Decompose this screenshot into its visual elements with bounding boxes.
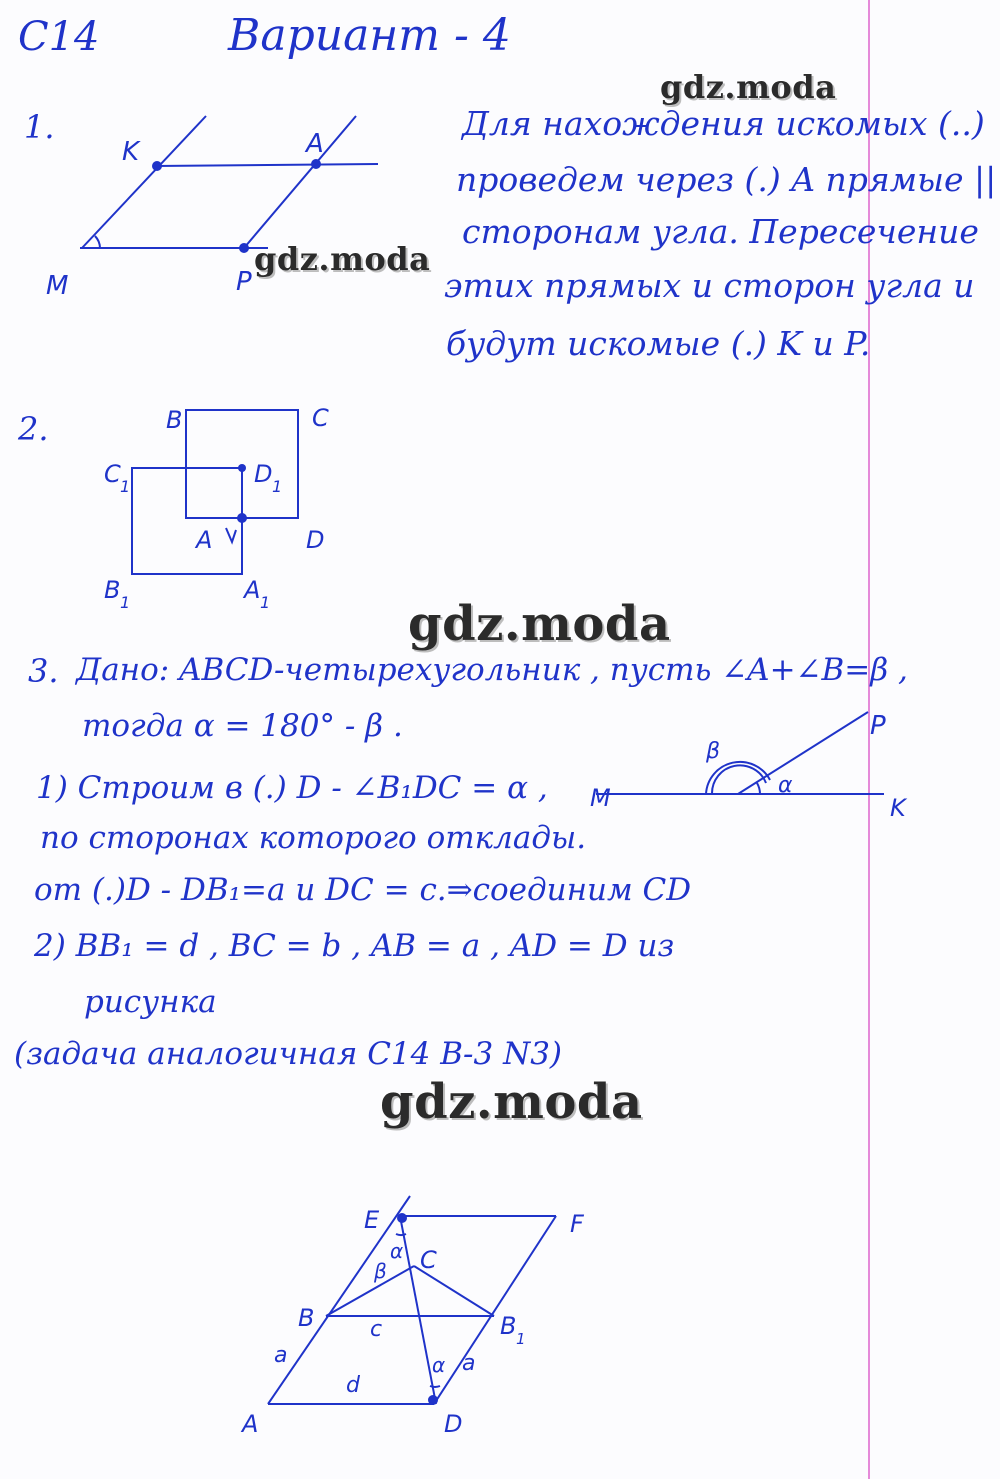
task1-line-2: проведем через (.) A прямые || (456, 160, 997, 199)
task3-number: 3. (28, 652, 59, 690)
label-side-c: c (370, 1317, 383, 1342)
label-side-a2: a (462, 1351, 476, 1376)
task1-number: 1. (24, 108, 55, 146)
task1-line-5: будут искомые (.) K и P. (446, 324, 871, 363)
label-c1-sub: 1 (120, 477, 131, 496)
point-p (239, 243, 249, 253)
watermark-2: gdz.moda (254, 240, 431, 278)
point-d1 (238, 464, 246, 472)
task3-line-2: тогда α = 180° - β . (82, 708, 403, 744)
label-a-fig: A (242, 1410, 259, 1438)
label-k: K (122, 137, 140, 167)
task1-figure (80, 116, 378, 248)
ray-p (738, 712, 868, 794)
task3-line-5: от (.)D - DB₁=a и DC = c.⇒соединим CD (34, 872, 692, 908)
watermark-3: gdz.moda (408, 596, 671, 652)
watermark-1: gdz.moda (660, 68, 837, 106)
angle-e-mark (396, 1234, 406, 1235)
angle-alpha-arc (757, 783, 760, 794)
arrow-mark-a (226, 528, 236, 542)
point-a-task2 (237, 513, 247, 523)
label-c1: C (104, 460, 121, 488)
segment-fd (434, 1216, 556, 1404)
angle-beta-arc-2 (712, 765, 766, 794)
label-a-task2: A (196, 526, 213, 554)
task3-final-figure (268, 1196, 556, 1404)
label-b-fig: B (298, 1304, 315, 1332)
label-b: B (166, 406, 183, 434)
task1-line-3: сторонам угла. Пересечение (462, 212, 979, 251)
label-beta-fig: β (374, 1259, 387, 1283)
point-k (152, 161, 162, 171)
label-b1-fig: B (500, 1312, 517, 1340)
label-angle-k: K (890, 794, 906, 822)
label-angle-beta: β (706, 739, 721, 764)
segment-bc (326, 1266, 414, 1316)
label-c-fig: C (420, 1246, 437, 1274)
angle-d-mark (430, 1386, 440, 1387)
header-code: С14 (18, 14, 100, 60)
label-side-a1: a (274, 1343, 288, 1368)
label-b1-sub: 1 (120, 593, 131, 612)
point-a (311, 159, 321, 169)
point-e (397, 1213, 407, 1223)
label-p: P (236, 267, 252, 297)
label-angle-p: P (870, 711, 886, 741)
label-side-d: d (346, 1373, 360, 1398)
label-a: A (306, 129, 324, 159)
task3-line-4: по сторонах которого отклады. (40, 820, 587, 856)
label-alpha-d: α (432, 1353, 446, 1377)
header-variant: Вариант - 4 (228, 10, 511, 61)
label-a1-sub: 1 (260, 593, 271, 612)
task3-line-1: Дано: ABCD-четырехугольник , пусть ∠A+∠B=β , (76, 652, 908, 688)
angle-mark-m (95, 236, 100, 248)
label-b1: B (104, 576, 121, 604)
segment-ed (400, 1216, 436, 1404)
label-angle-alpha: α (778, 773, 793, 798)
label-b1-fig-sub: 1 (516, 1330, 526, 1348)
label-d1-sub: 1 (272, 477, 283, 496)
watermark-4: gdz.moda (380, 1074, 643, 1130)
label-c: C (312, 404, 329, 432)
label-m: M (46, 271, 69, 301)
label-angle-m: M (590, 784, 611, 812)
line-ka (155, 164, 378, 166)
line-pa (244, 116, 356, 248)
label-a1: A (244, 576, 261, 604)
task1-line-1: Для нахождения искомых (..) (462, 104, 985, 143)
task3-line-7: рисунка (84, 984, 217, 1020)
label-d-fig: D (444, 1410, 463, 1438)
task1-line-4: этих прямых и сторон угла и (444, 266, 975, 305)
task3-line-3: 1) Строим в (.) D - ∠B₁DC = α , (36, 770, 548, 806)
task3-line-6: 2) BB₁ = d , BC = b , AB = a , AD = D из (34, 928, 675, 964)
task3-angle-figure (596, 712, 884, 794)
label-e: E (364, 1206, 380, 1234)
label-f: F (570, 1210, 584, 1238)
task3-line-8: (задача аналогичная С14 В-3 N3) (14, 1036, 563, 1072)
label-alpha-e: α (390, 1239, 404, 1263)
label-d-task2: D (306, 526, 325, 554)
point-d (428, 1395, 438, 1405)
side-mk-ray (82, 116, 206, 248)
task2-number: 2. (18, 410, 49, 448)
label-d1: D (254, 460, 273, 488)
segment-ae (268, 1196, 410, 1404)
